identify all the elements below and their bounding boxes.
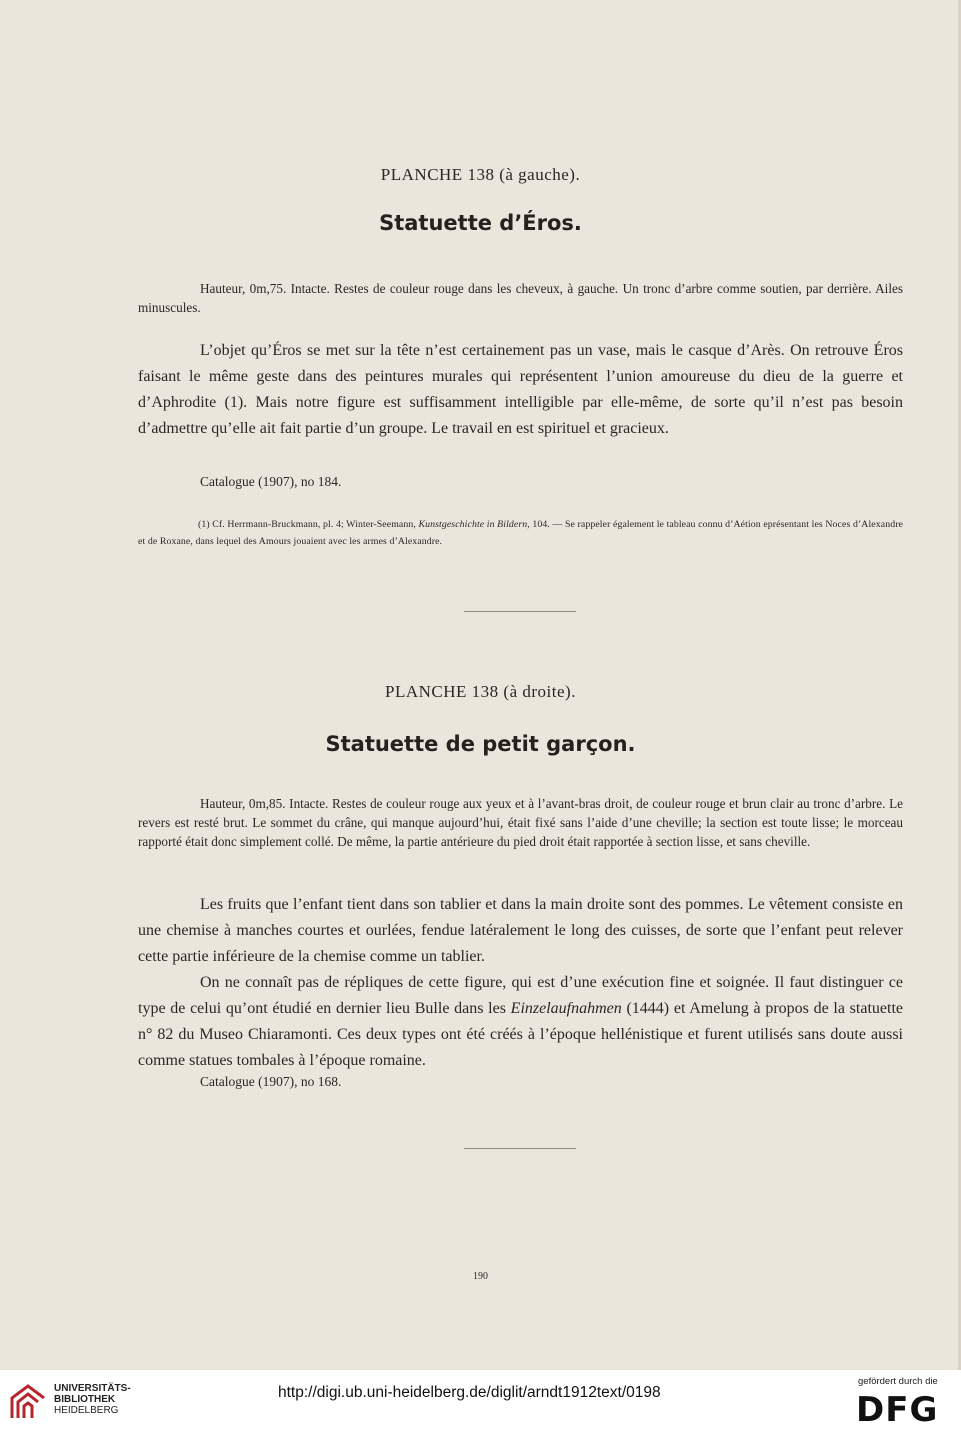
footer-bar	[0, 1370, 961, 1436]
library-line-1: UNIVERSITÄTS-	[54, 1383, 131, 1394]
catalogue-garcon: Catalogue (1907), no 168.	[200, 1074, 342, 1089]
catalogue-eros: Catalogue (1907), no 184.	[200, 474, 342, 489]
section-divider-end	[464, 1148, 576, 1149]
paragraph-repliques-start: On ne connaît pas de répliques de cette figure, qui est d’une exécution fine et soignée. Il faut distinguer ce type de celui qu’ont étudié en dernier lieu Bulle dans les	[138, 974, 903, 1017]
library-line-2: BIBLIOTHEK	[54, 1394, 116, 1405]
paragraph-repliques-end: (1444) et Amelung à propos de la statuette n° 82 du Museo Chiaramonti. Ces deux types ont été créés à l’époque hellénistique et furent utilisés sans doute aussi comme statues tombales à l’époque romaine.	[138, 1000, 903, 1069]
sponsor-label: gefördert durch die	[858, 1376, 938, 1387]
paragraph-fruits: Les fruits que l’enfant tient dans son tablier et dans la main droite sont des pommes. Le vêtement consiste en une chemise à manches courtes et ourlées, fendue latéralement le long des cuisses, de sorte que l’enfant peut relever cette partie inférieure de la chemise comme un tablier.	[138, 896, 903, 965]
planche-heading-left: PLANCHE 138 (à gauche).	[380, 165, 581, 184]
planche-heading-right: PLANCHE 138 (à droite).	[385, 682, 576, 701]
paragraph-repliques	[138, 970, 903, 1074]
paragraph-eros: L’objet qu’Éros se met sur la tête n’est certainement pas un vase, mais le casque d’Arès. On retrouve Éros faisant le même geste dans des peintures murales qui représentent l’union amoureuse du dieu de la guerre et d’Aphrodite (1). Mais notre figure est suffisamment intelligible par elle-même, de sorte qu’il n’est pas besoin d’admettre qu’elle ait fait partie d’un groupe. Le travail en est spirituel et gracieux.	[138, 342, 903, 437]
footnote-italic-title: Kunstgeschichte in Bildern,	[418, 519, 530, 530]
footnote-text-end: 104. — Se rappeler également le tableau connu d’Aétion eprésentant les Noces d’Alexandre et de Roxane, dans lequel des Amours jouaient avec les armes d’Alexandre.	[138, 519, 903, 547]
section-divider	[464, 611, 576, 612]
footnote-eros	[138, 516, 903, 550]
title-statuette-garcon: Statuette de petit garçon.	[325, 732, 636, 756]
university-library-logo-icon	[8, 1382, 48, 1422]
description-eros: Hauteur, 0m,75. Intacte. Restes de couleur rouge dans les cheveux, à gauche. Un tronc d’arbre comme soutien, par derrière. Ailes minuscules.	[138, 281, 903, 315]
einzelaufnahmen-italic: Einzelaufnahmen	[510, 1000, 622, 1017]
title-statuette-eros: Statuette d’Éros.	[379, 211, 582, 235]
university-library-name	[54, 1383, 131, 1416]
page-number: 190	[473, 1271, 488, 1282]
footnote-text-start: (1) Cf. Herrmann-Bruckmann, pl. 4; Winter-Seemann,	[198, 519, 419, 530]
dfg-logo: DFG	[856, 1390, 939, 1430]
description-garcon: Hauteur, 0m,85. Intacte. Restes de couleur rouge aux yeux et à l’avant-bras droit, de couleur rouge et brun clair au tronc d’arbre. Le revers est resté brut. Le sommet du crâne, qui manque aujourd’hui, était fixé sans l’aide d’une cheville; la section est toute lisse; le morceau rapporté était donc simplement collé. De même, la partie antérieure du pied droit était rapportée à section lisse, et sans cheville.	[138, 796, 903, 849]
library-line-3: HEIDELBERG	[54, 1405, 119, 1416]
document-url-link[interactable]: http://digi.ub.uni-heidelberg.de/diglit/arndt1912text/0198	[278, 1384, 661, 1401]
